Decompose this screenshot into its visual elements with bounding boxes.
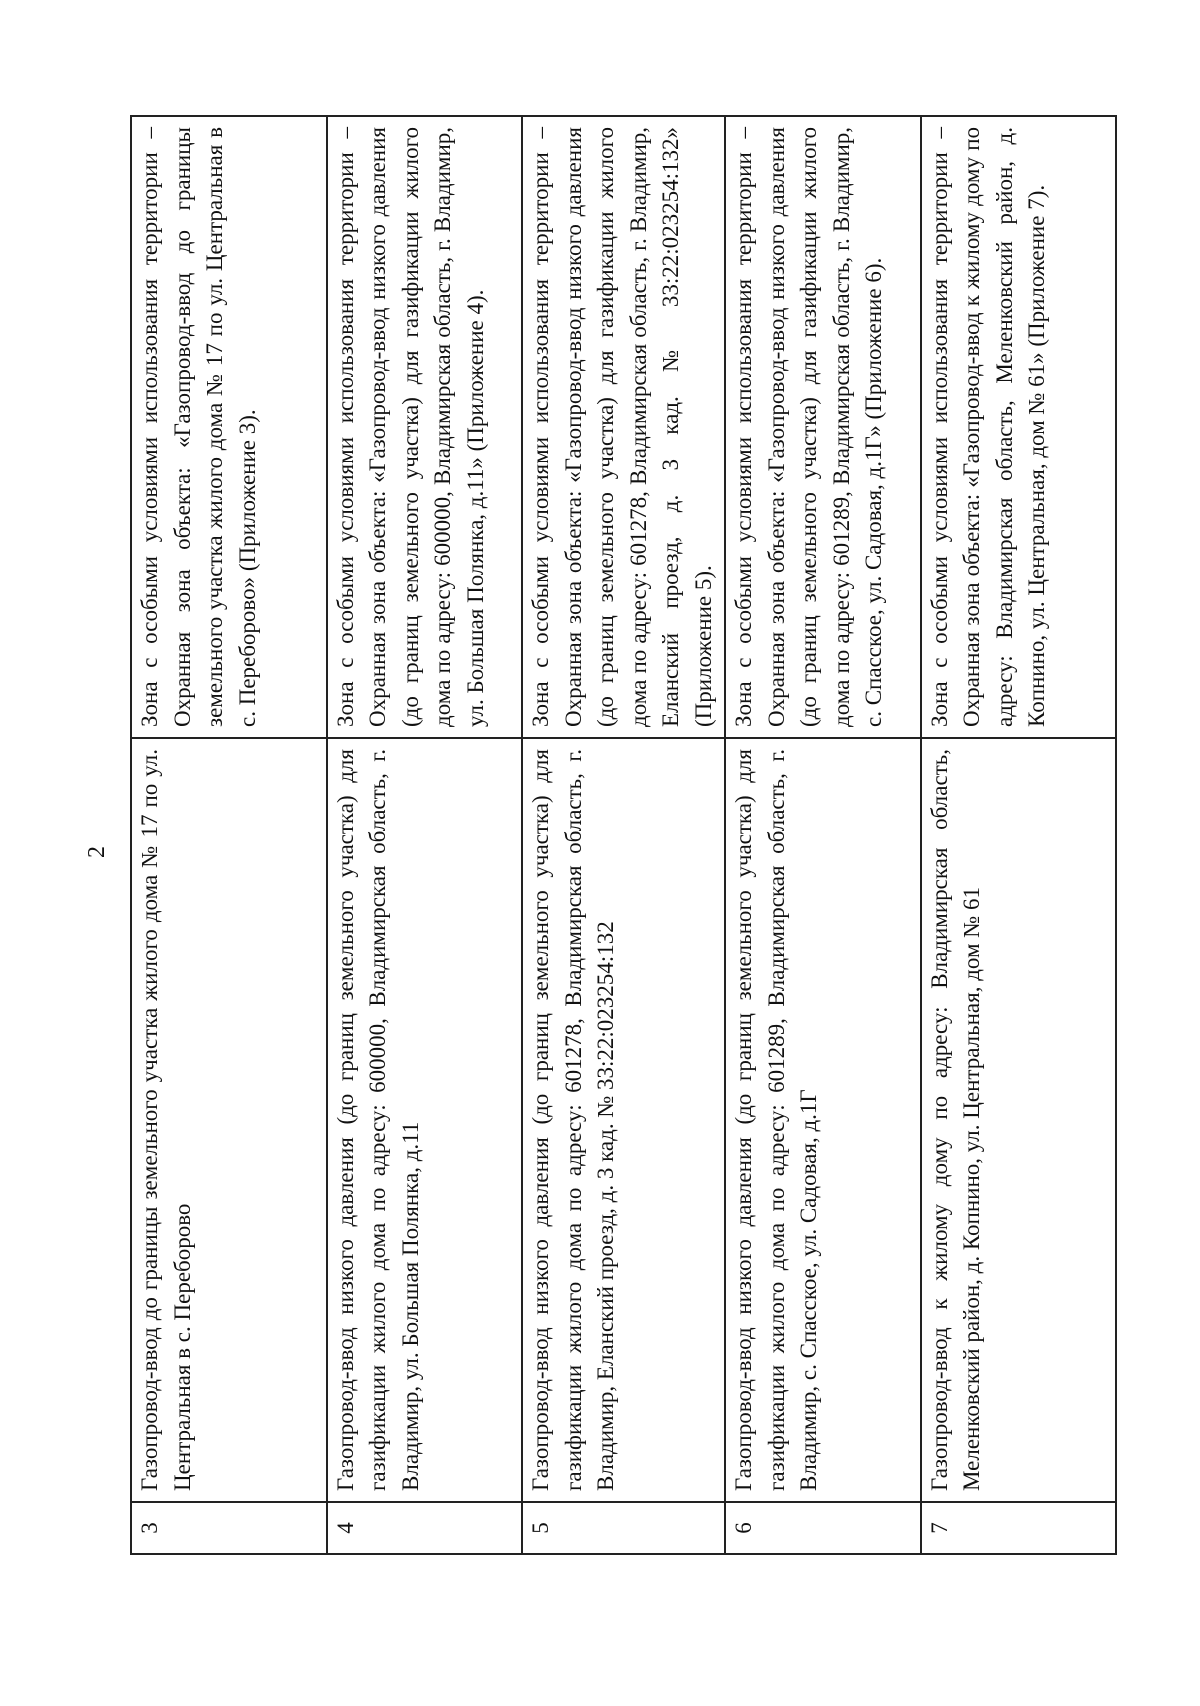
object-description: Газопровод-ввод низкого давления (до границ земельного участка) для газификации жилого дома по адресу: 601289, Владимирская область, г. Владимир, с. Спасское, ул. Садовая, д.1Г [725,738,921,1502]
zone-description: Зона с особыми условиями использования территории – Охранная зона объекта: «Газопровод-ввод низкого давления (до границ земельного участка) для газификации жилого дома по адресу: 600000, Владимирская область, г. Владимир, ул. Большая Полянка, д.11» (Приложение 4). [327,116,523,738]
page-number: 2 [84,846,110,858]
zones-table-container [130,115,1108,1555]
row-number: 7 [921,1502,1117,1554]
object-description: Газопровод-ввод к жилому дому по адресу: Владимирская область, Меленковский район, д. Копнино, ул. Центральная, дом № 61 [921,738,1117,1502]
table-row [522,116,725,1554]
zone-description: Зона с особыми условиями использования территории – Охранная зона объекта: «Газопровод-ввод низкого давления (до границ земельного участка) для газификации жилого дома по адресу: 601289, Владимирская область, г. Владимир, с. Спасское, ул. Садовая, д.1Г» (Приложение 6). [725,116,921,738]
row-number: 6 [725,1502,921,1554]
zone-description: Зона с особыми условиями использования территории – Охранная зона объекта: «Газопровод-ввод низкого давления (до границ земельного участка) для газификации жилого дома по адресу: 601278, Владимирская область, г. Владимир, Еланский проезд, д. 3 кад. № 33:22:023254:132» (Приложение 5). [522,116,725,738]
table-row [131,116,327,1554]
row-number: 5 [522,1502,725,1554]
zones-table [130,115,1117,1555]
object-description: Газопровод-ввод низкого давления (до границ земельного участка) для газификации жилого дома по адресу: 600000, Владимирская область, г. Владимир, ул. Большая Полянка, д.11 [327,738,523,1502]
table-row [327,116,523,1554]
table-row [725,116,921,1554]
row-number: 3 [131,1502,327,1554]
zone-description: Зона с особыми условиями использования территории – Охранная зона объекта: «Газопровод-ввод к жилому дому по адресу: Владимирская область, Меленковский район, д. Копнино, ул. Центральная, дом № 61» (Приложение 7). [921,116,1117,738]
zone-description: Зона с особыми условиями использования территории – Охранная зона объекта: «Газопровод-ввод до границы земельного участка жилого дома № 17 по ул. Центральная в с. Переборово» (Приложение 3). [131,116,327,738]
object-description: Газопровод-ввод до границы земельного участка жилого дома № 17 по ул. Центральная в с. Переборово [131,738,327,1502]
object-description: Газопровод-ввод низкого давления (до границ земельного участка) для газификации жилого дома по адресу: 601278, Владимирская область, г. Владимир, Еланский проезд, д. 3 кад. № 33:22:023254:132 [522,738,725,1502]
row-number: 4 [327,1502,523,1554]
table-row [921,116,1117,1554]
